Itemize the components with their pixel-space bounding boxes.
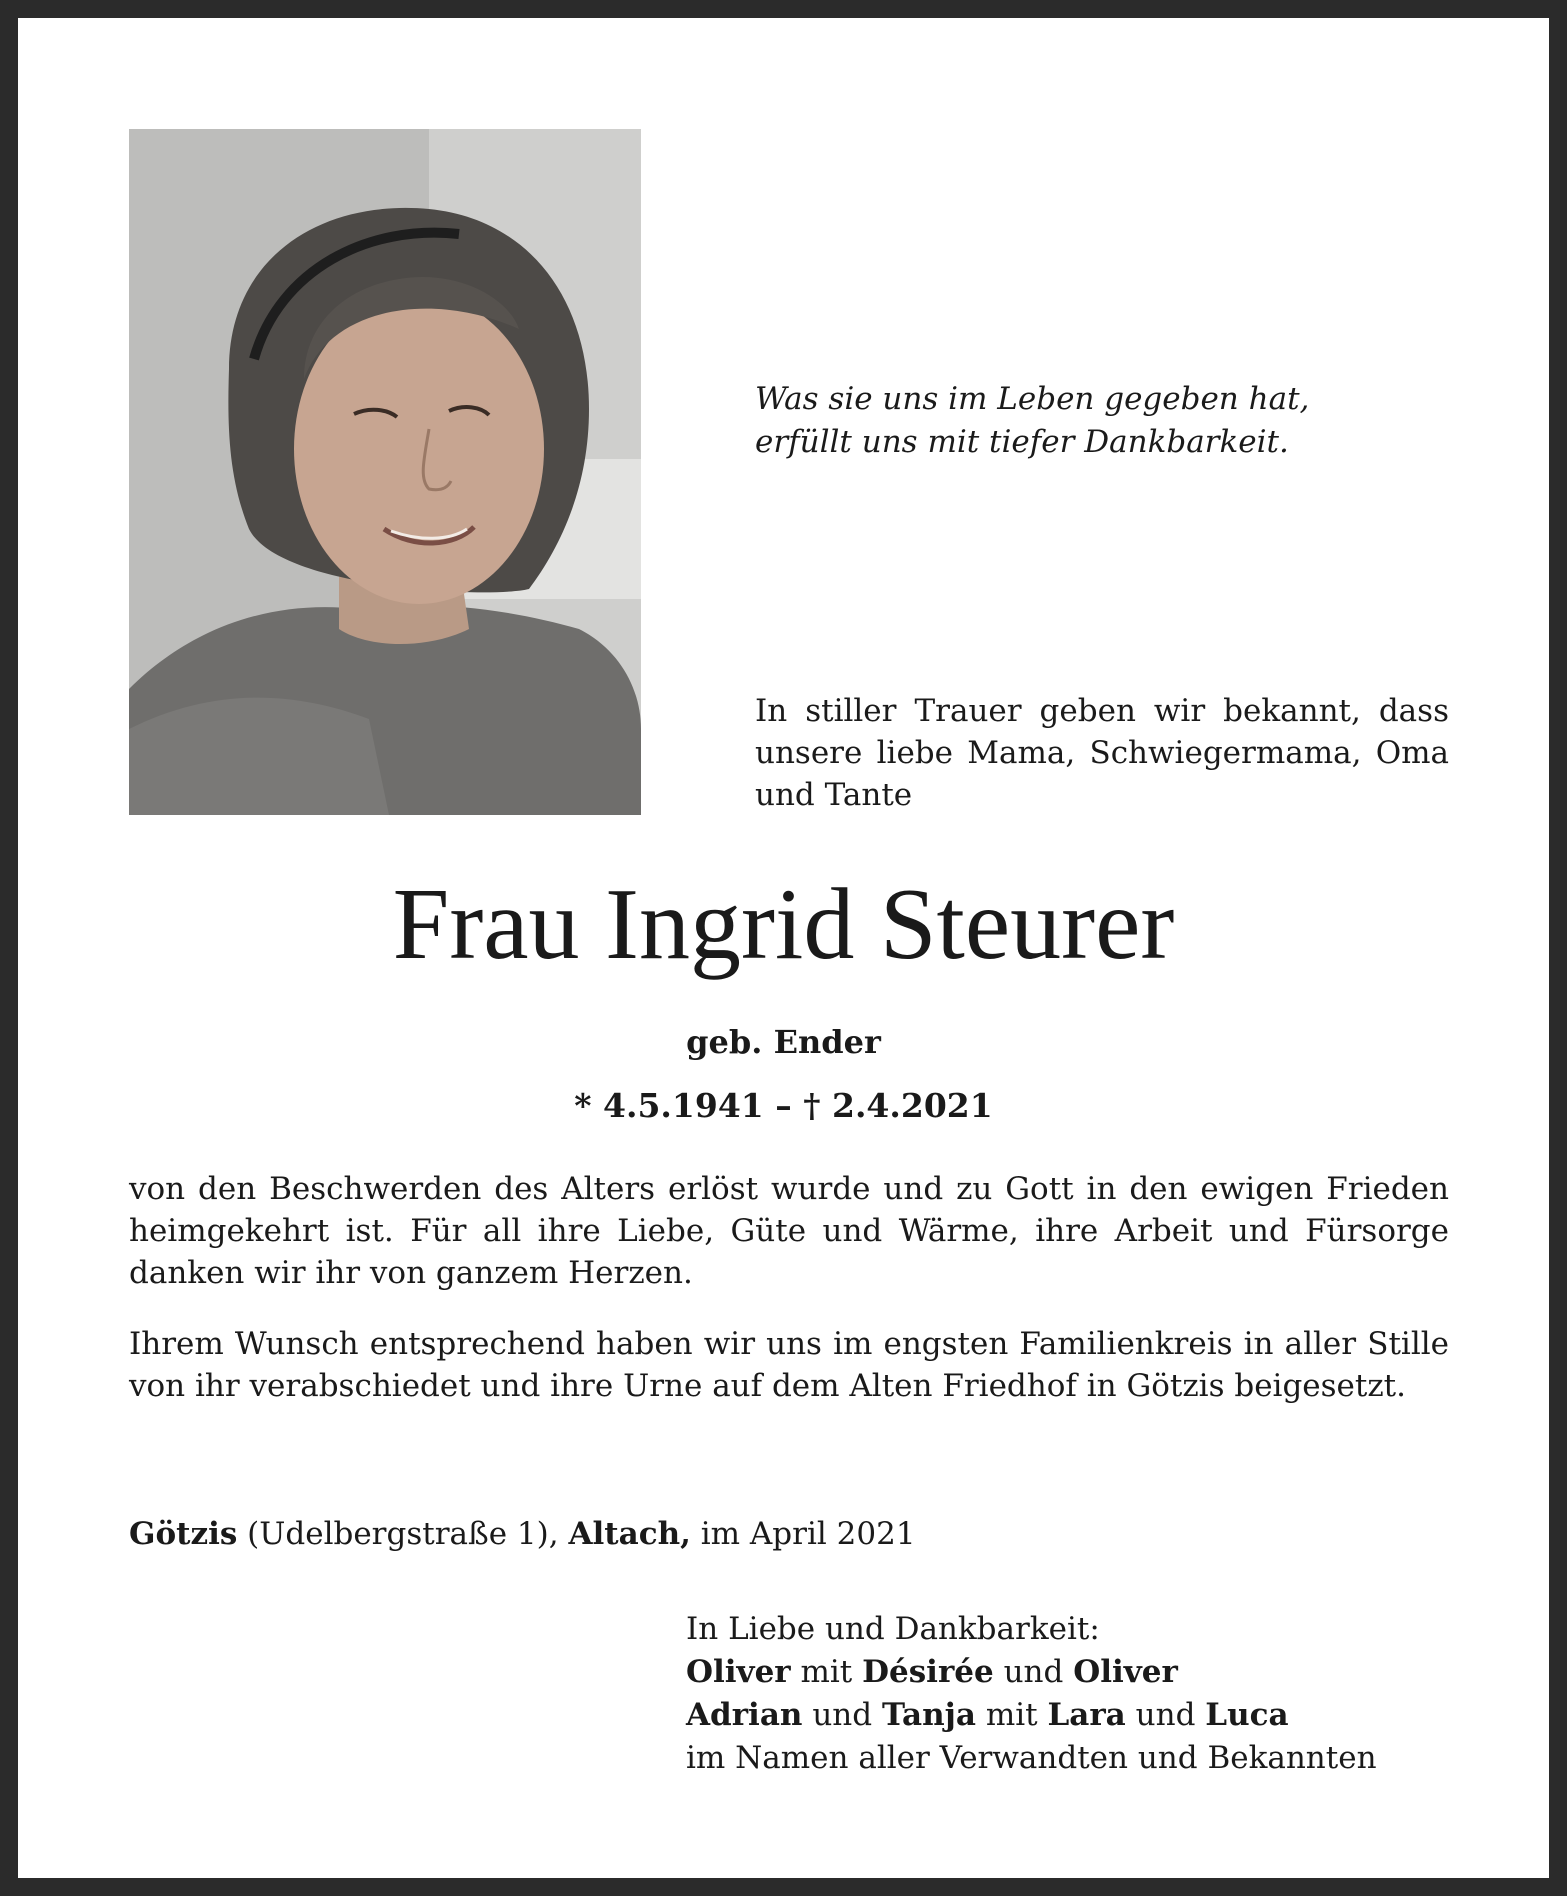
family-row-1 bbox=[686, 1651, 1377, 1694]
place-gotzis: Götzis bbox=[129, 1516, 238, 1552]
deceased-name: Frau Ingrid Steurer bbox=[392, 868, 1175, 981]
family-name: Tanja bbox=[881, 1697, 976, 1733]
family-name: Oliver bbox=[1073, 1654, 1178, 1690]
family-name: Luca bbox=[1205, 1697, 1289, 1733]
connector: und bbox=[802, 1697, 882, 1733]
place-date-line bbox=[129, 1513, 916, 1555]
body-paragraph-2: Ihrem Wunsch entsprechend haben wir uns im engsten Familienkreis in aller Stille von ihr verabschiedet und ihre Urne auf dem Alten Friedhof in Götzis beigesetzt. bbox=[129, 1326, 1449, 1404]
month-year: im April 2021 bbox=[690, 1516, 916, 1552]
place-altach: Altach, bbox=[568, 1516, 691, 1552]
obituary-card bbox=[18, 18, 1549, 1878]
life-dates: * 4.5.1941 – † 2.4.2021 bbox=[574, 1086, 993, 1125]
address: (Udelbergstraße 1), bbox=[237, 1516, 569, 1552]
signoff-closing: im Namen aller Verwandten und Bekannten bbox=[686, 1740, 1377, 1776]
family-name: Désirée bbox=[862, 1654, 994, 1690]
memorial-quote bbox=[755, 378, 1309, 464]
connector: und bbox=[1125, 1697, 1206, 1733]
family-name: Lara bbox=[1047, 1697, 1126, 1733]
family-row-2 bbox=[686, 1694, 1377, 1737]
connector: mit bbox=[790, 1654, 863, 1690]
family-signoff bbox=[686, 1608, 1377, 1780]
family-name: Oliver bbox=[686, 1654, 791, 1690]
signoff-heading: In Liebe und Dankbarkeit: bbox=[686, 1611, 1100, 1647]
connector: und bbox=[993, 1654, 1074, 1690]
quote-line-2: erfüllt uns mit tiefer Dankbarkeit. bbox=[755, 424, 1289, 460]
quote-line-1: Was sie uns im Leben gegeben hat, bbox=[755, 381, 1310, 417]
maiden-name: geb. Ender bbox=[686, 1023, 881, 1061]
body-paragraph-1: von den Beschwerden des Alters erlöst wurde und zu Gott in den ewigen Frieden heimgekehrt ist. Für all ihre Liebe, Güte und Wärme, ihre Arbeit und Fürsorge danken wir ihr von ganzem Herzen. bbox=[129, 1171, 1449, 1291]
portrait-photo bbox=[129, 129, 641, 815]
family-name: Adrian bbox=[686, 1697, 803, 1733]
connector: mit bbox=[975, 1697, 1048, 1733]
announcement-intro: In stiller Trauer geben wir bekannt, dass unsere liebe Mama, Schwiegermama, Oma und Tante bbox=[755, 693, 1449, 813]
